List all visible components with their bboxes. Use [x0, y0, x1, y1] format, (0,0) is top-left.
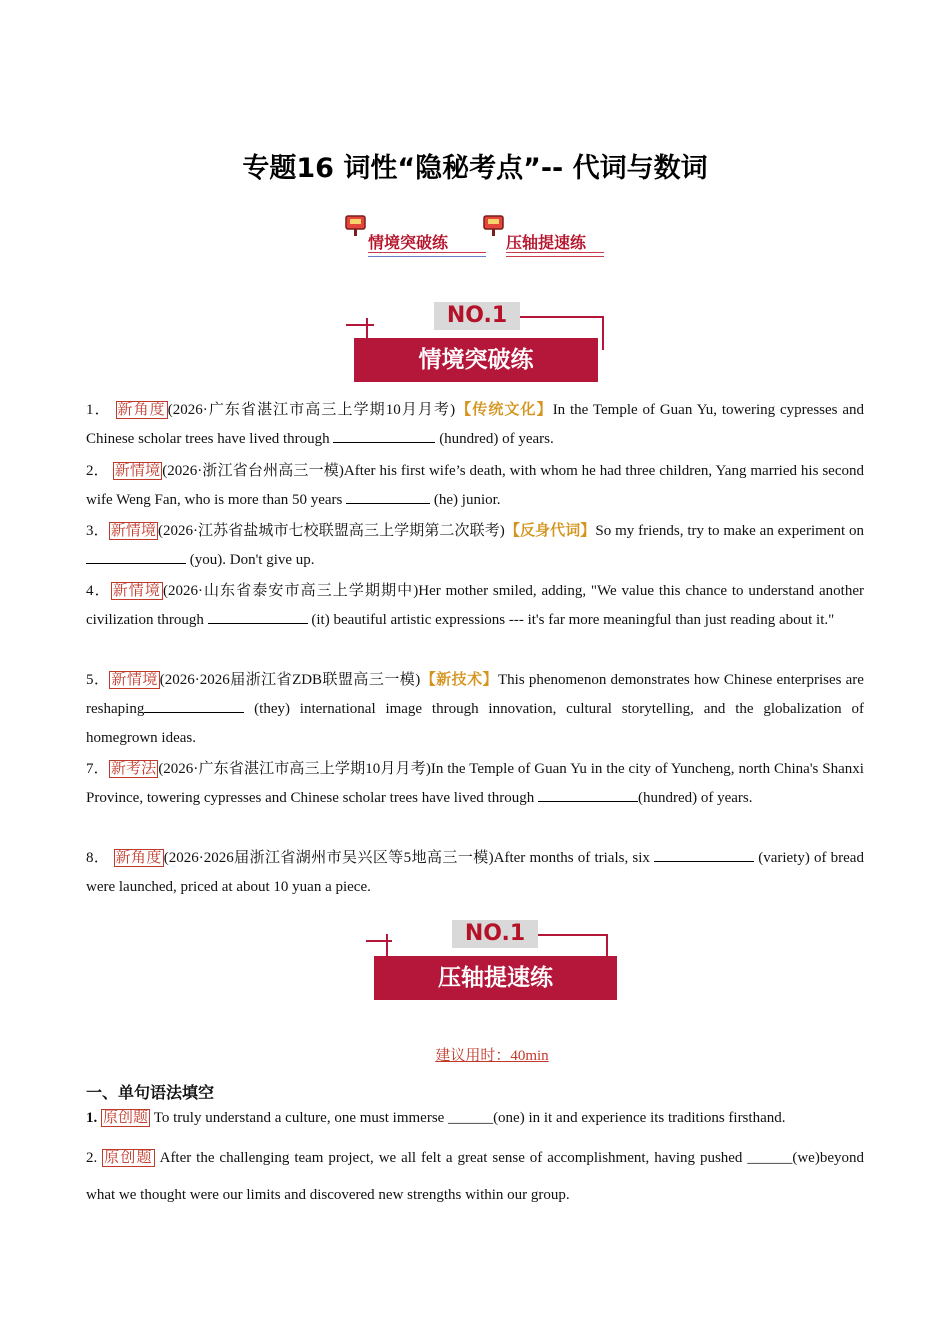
banner-number: NO.1 — [452, 920, 538, 948]
item-2: 2． 新情境 (2026·浙江省台州高三一模)After his first wife’s death, with whom he had three children, Yang married his second wife Weng Fan, who is more than 50 years (he) junior. — [86, 463, 864, 508]
banner-line — [538, 934, 608, 936]
section-banner-1 — [344, 300, 608, 384]
banner-title: 压轴提速练 — [374, 956, 617, 1000]
underline — [368, 252, 486, 257]
banner-line — [386, 934, 388, 956]
banner-line — [366, 940, 392, 942]
tag-badge: 新角度 — [117, 402, 166, 418]
tag-badge: 原创题 — [103, 1110, 149, 1126]
answer-blank[interactable]: ______ — [747, 1150, 793, 1166]
answer-blank[interactable] — [144, 698, 244, 713]
toc-label: 情境突破练 — [368, 233, 449, 252]
banner-line — [346, 324, 374, 326]
item-8: 8． 新角度 (2026·2026届浙江省湖州市吴兴区等5地高三一模)After months of trials, six (variety) of bread were launched, priced at about 10 yuan a piece. — [86, 844, 864, 902]
answer-blank[interactable] — [346, 489, 430, 504]
signpost-icon — [482, 214, 506, 238]
exercise-1: 1. 原创题 To truly understand a culture, one must immerse ______(one) in it and experience its traditions firsthand. — [86, 1110, 786, 1126]
page-title: 专题16 词性“隐秘考点”-- 代词与数词 — [242, 153, 708, 184]
underline — [506, 252, 604, 257]
toc — [344, 214, 614, 258]
topic-highlight: 【反身代词】 — [504, 523, 596, 539]
tag-badge: 新情境 — [112, 583, 161, 599]
part-heading: 一、单句语法填空 — [86, 1083, 215, 1102]
section-banner-2 — [364, 918, 622, 1002]
answer-blank[interactable] — [208, 609, 308, 624]
answer-blank[interactable]: ______ — [448, 1110, 494, 1126]
item-1: 1． 新角度 (2026·广东省湛江市高三上学期10月月考)【传统文化】In the Temple of Guan Yu, towering cypresses and Chinese scholar trees have lived through (hundred) of years. — [86, 402, 864, 447]
banner-line — [520, 316, 604, 318]
signpost-icon — [344, 214, 368, 238]
tag-badge: 原创题 — [104, 1150, 153, 1166]
answer-blank[interactable] — [538, 787, 638, 802]
item-3: 3． 新情境 (2026·江苏省盐城市七校联盟高三上学期第二次联考)【反身代词】So my friends, try to make an experiment on (you). Don't give up. — [86, 523, 864, 568]
topic-highlight: 【传统文化】 — [455, 402, 553, 418]
tag-badge: 新角度 — [115, 850, 162, 866]
item-5: 5． 新情境 (2026·2026届浙江省ZDB联盟高三一模)【新技术】This phenomenon demonstrates how Chinese enterprises are reshaping (they) international image through innovation, cultural storytelling, and the globalization of homegrown ideas. — [86, 672, 864, 746]
answer-blank[interactable] — [654, 847, 754, 862]
banner-title: 情境突破练 — [354, 338, 598, 382]
suggested-time: 建议用时：40min — [435, 1048, 549, 1064]
banner-number: NO.1 — [434, 302, 520, 330]
tag-badge: 新情境 — [114, 463, 161, 479]
tag-badge: 新情境 — [111, 672, 158, 688]
item-7: 7． 新考法 (2026·广东省湛江市高三上学期10月月考)In the Temple of Guan Yu in the city of Yuncheng, north China's Shanxi Province, towering cypresses and Chinese scholar trees have lived through (hundred) of years. — [86, 761, 864, 806]
tag-badge: 新情境 — [110, 523, 156, 539]
tag-badge: 新考法 — [110, 761, 157, 777]
topic-highlight: 【新技术】 — [420, 672, 498, 688]
banner-line — [366, 318, 368, 340]
exercise-2: 2. 原创题 After the challenging team project, we all felt a great sense of accomplishment, having pushed ______(we)beyond what we thought were our limits and discovered new strengths within our group. — [86, 1150, 864, 1203]
toc-label: 压轴提速练 — [506, 233, 587, 252]
answer-blank[interactable] — [86, 549, 186, 564]
banner-line — [602, 316, 604, 350]
item-4: 4． 新情境 (2026·山东省泰安市高三上学期期中)Her mother smiled, adding, "We value this chance to understand another civilization through (it) beautiful artistic expressions --- it's far more meaningful than just reading about it." — [86, 583, 864, 628]
answer-blank[interactable] — [333, 428, 435, 443]
